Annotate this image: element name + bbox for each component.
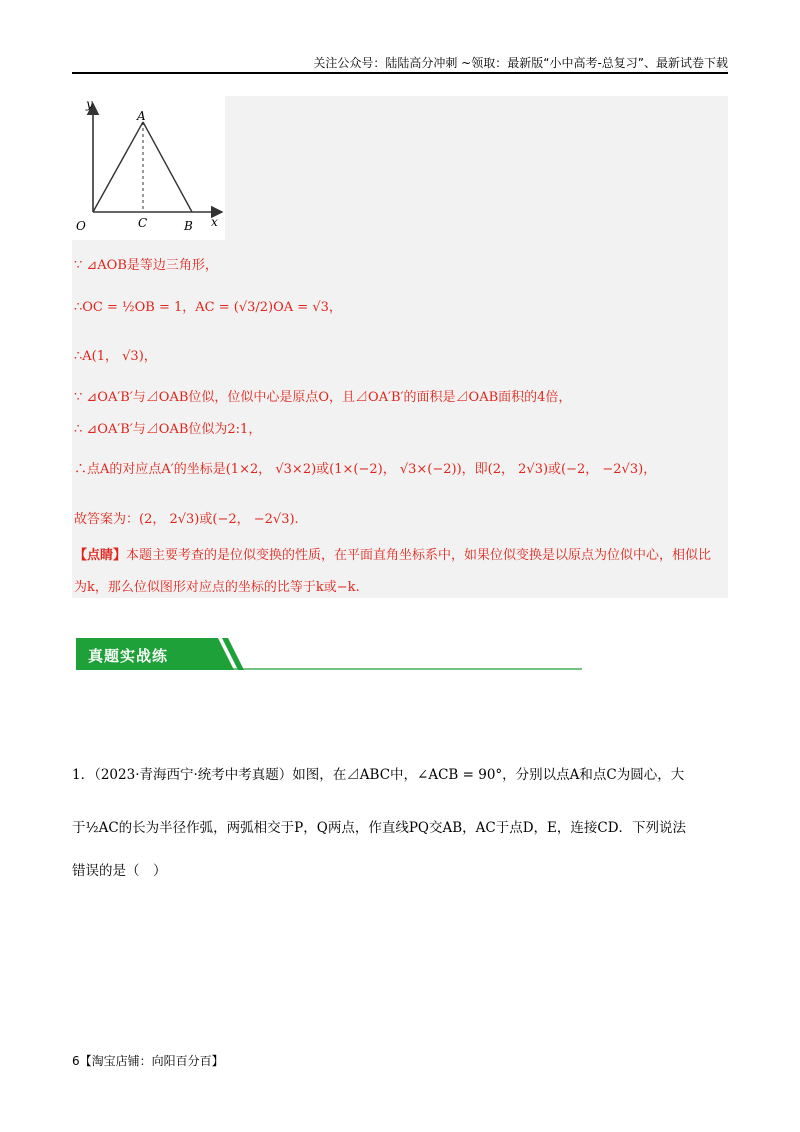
label-x: x [211, 215, 218, 229]
solution-line-1: ∵ ⊿AOB是等边三角形， [74, 258, 218, 273]
page-header: 关注公众号：陆陆高分冲刺 ~领取：最新版“小中高考-总复习”、最新试卷下载 [313, 56, 728, 70]
label-y: y [86, 97, 93, 111]
note-label: 【点睛】 [74, 548, 127, 563]
label-B: B [184, 219, 193, 233]
solution-line-4: ∵ ⊿OA′B′与⊿OAB位似，位似中心是原点O，且⊿OA′B′的面积是⊿OAB面积的4倍， [74, 390, 572, 405]
solution-line-2: ∴OC = ½OB = 1，AC = (√3/2)OA = √3， [74, 300, 342, 315]
banner-title: 真题实战练 [88, 647, 169, 665]
side-OA [93, 122, 143, 212]
triangle-figure [72, 96, 225, 240]
header-rule [72, 72, 728, 74]
label-A: A [137, 109, 146, 123]
question-line-1: 1．（2023·青海西宁·统考中考真题）如图，在⊿ABC中，∠ACB = 90°，分别以点A和点C为圆心，大 [72, 767, 685, 783]
label-C: C [138, 216, 148, 230]
answer-line: 故答案为：(2， 2√3)或(−2， −2√3). [74, 512, 299, 527]
label-O: O [76, 219, 86, 233]
question-line-2: 于½AC的长为半径作弧，两弧相交于P，Q两点，作直线PQ交AB，AC于点D，E，连接CD．下列说法 [72, 820, 687, 836]
page-footer: 6【淘宝店铺：向阳百分百】 [72, 1054, 224, 1068]
key-point-note [74, 540, 724, 604]
solution-line-3: ∴A(1， √3)， [74, 349, 157, 364]
note-text: 本题主要考查的是位似变换的性质，在平面直角坐标系中，如果位似变换是以原点为位似中心，相似比为k，那么位似图形对应点的坐标的比等于k或−k. [74, 548, 712, 595]
side-AB [143, 122, 192, 212]
question-line-3: 错误的是（ ） [72, 863, 167, 879]
solution-line-6: ∴点A的对应点A′的坐标是(1×2， √3×2)或(1×(−2)， √3×(−2))，即(2， 2√3)或(−2， −2√3)， [74, 462, 657, 477]
triangle-diagram [72, 96, 225, 240]
solution-line-5: ∴ ⊿OA′B′与⊿OAB位似为2:1， [74, 422, 262, 437]
